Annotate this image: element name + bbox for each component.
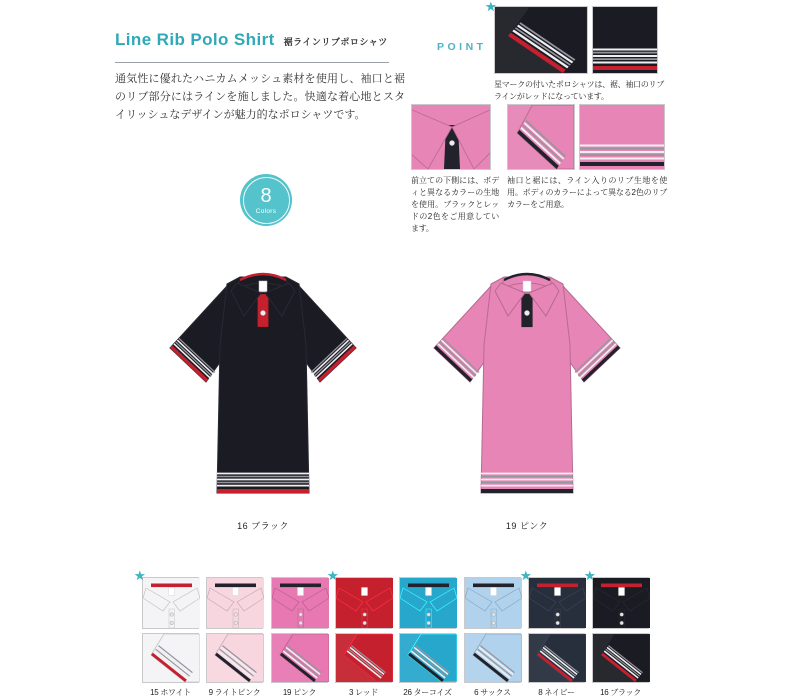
swatch-label: 19 ピンク <box>282 688 317 697</box>
swatch-collar-image <box>399 577 456 629</box>
swatch-sleeve-image <box>271 633 328 683</box>
swatch-collar-image <box>206 577 263 629</box>
intro-section <box>115 16 407 124</box>
page-title <box>115 16 407 53</box>
page-subtitle: 裾ラインリブポロシャツ <box>283 37 388 47</box>
swatch-collar-image <box>142 577 199 629</box>
point-figure-images <box>494 6 664 74</box>
point-caption-placket: 前立ての下側には、ボディと異なるカラーの生地を使用。ブラックとレッドの2色をご用意しています。 <box>411 176 499 233</box>
color-swatch-ネイビー <box>520 568 585 698</box>
swatch-collar-image <box>528 577 585 629</box>
color-swatch-ライトピンク <box>206 577 263 698</box>
color-swatch-レッド <box>327 568 392 698</box>
swatch-sleeve-image <box>335 633 392 683</box>
swatch-sleeve-image <box>142 633 199 683</box>
product-photo-ブラック <box>148 260 378 532</box>
title-text: Line Rib Polo Shirt <box>115 30 275 49</box>
product-color-label: 19 ピンク <box>505 521 549 531</box>
black-hem-detail-image <box>592 6 658 74</box>
color-count-number: 8 <box>260 184 272 207</box>
swatch-label: 26 ターコイズ <box>403 688 452 697</box>
point-figure-images <box>507 104 667 170</box>
polo-shirt-illustration <box>412 260 642 512</box>
point-figure-images <box>411 104 499 170</box>
product-photo-ピンク <box>412 260 642 532</box>
color-swatch-ターコイズ <box>399 577 456 698</box>
swatch-sleeve-image <box>592 633 649 683</box>
swatch-label: 16 ブラック <box>600 688 641 697</box>
swatch-collar-image <box>464 577 521 629</box>
polo-shirt-illustration <box>148 260 378 512</box>
star-icon: ★ <box>584 568 596 583</box>
star-icon: ★ <box>520 568 532 583</box>
swatch-collar-image <box>335 577 392 629</box>
color-count-badge <box>240 174 292 226</box>
swatch-label: 8 ネイビー <box>538 688 575 697</box>
product-color-label: 16 ブラック <box>237 521 289 531</box>
swatch-collar-image <box>592 577 649 629</box>
color-count-label: Colors <box>255 207 277 215</box>
star-icon: ★ <box>485 0 497 14</box>
pink-hem-detail-image <box>579 104 665 170</box>
swatch-label: 15 ホワイト <box>150 688 191 697</box>
swatch-sleeve-image <box>464 633 521 683</box>
color-swatch-サックス <box>464 577 521 698</box>
star-icon: ★ <box>134 568 146 583</box>
point-figure-red-rib <box>485 0 664 103</box>
swatch-label: 9 ライトピンク <box>208 688 261 697</box>
point-figure-rib-fabric <box>507 104 667 211</box>
swatch-sleeve-image <box>206 633 263 683</box>
divider <box>115 62 389 63</box>
star-icon: ★ <box>327 568 339 583</box>
black-cuff-detail-image <box>494 6 588 74</box>
pink-cuff-detail-image <box>507 104 575 170</box>
point-figure-placket <box>411 104 499 235</box>
point-caption-rib-fabric: 袖口と裾には、ライン入りのリブ生地を使用。ボディのカラーによって異なる2色のリブカラーをご用意。 <box>507 176 667 209</box>
point-label: POINT <box>437 41 487 53</box>
product-description: 通気性に優れたハニカムメッシュ素材を使用し、袖口と裾のリブ部分にはラインを施しました。快適な着心地とスタイリッシュなデザインが魅力的なポロシャツです。 <box>115 73 405 121</box>
point-caption-red-rib: 星マークの付いたポロシャツは、裾、袖口のリブラインがレッドになっています。 <box>494 80 664 101</box>
swatch-label: 3 レッド <box>348 688 379 697</box>
color-swatch-ホワイト <box>134 568 199 698</box>
swatch-sleeve-image <box>528 633 585 683</box>
color-swatch-ピンク <box>271 577 328 698</box>
pink-placket-detail-image <box>411 104 491 170</box>
swatch-collar-image <box>271 577 328 629</box>
swatch-label: 6 サックス <box>474 688 511 697</box>
color-swatch-ブラック <box>584 568 649 698</box>
swatch-sleeve-image <box>399 633 456 683</box>
